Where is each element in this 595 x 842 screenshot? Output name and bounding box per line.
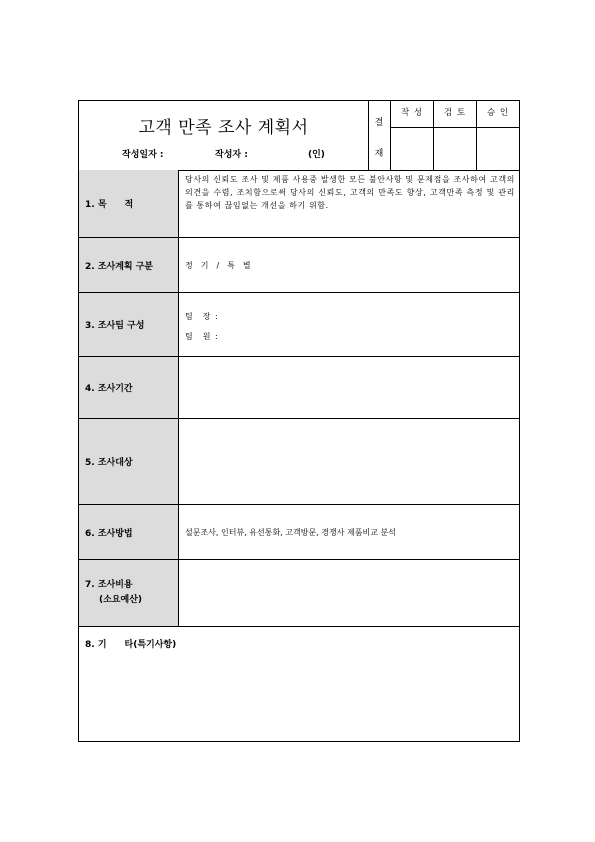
approval-col-review <box>433 101 476 170</box>
approval-head-review: 검 토 <box>434 101 476 128</box>
row-plan-type <box>79 238 519 293</box>
row-other <box>79 627 519 741</box>
cost-label-line2: (소요예산) <box>99 595 143 605</box>
row-period <box>79 357 519 419</box>
title-area <box>79 101 368 170</box>
plan-type-value: 정 기 / 특 별 <box>185 260 251 270</box>
approval-head-written: 작 성 <box>391 101 433 128</box>
other-label: 8. 기 타(특기사항) <box>85 640 177 650</box>
row-cost <box>79 560 519 627</box>
team-label: 3. 조사팀 구성 <box>79 293 179 356</box>
plan-type-label: 2. 조사계획 구분 <box>79 238 179 292</box>
period-label: 4. 조사기간 <box>79 357 179 418</box>
approval-side-label <box>368 101 390 170</box>
cost-value <box>185 560 513 626</box>
period-value <box>185 357 513 418</box>
method-value: 설문조사, 인터뷰, 유선통화, 고객방문, 경쟁사 제품비교 분석 <box>185 527 396 537</box>
target-value <box>185 419 513 504</box>
seal-label: (인) <box>308 150 325 160</box>
page-title: 고객 만족 조사 계획서 <box>138 118 309 138</box>
team-member-label: 팀 원 : <box>185 332 219 341</box>
gyeol-label: 결 <box>374 118 384 128</box>
purpose-label: 1. 목 적 <box>79 170 179 237</box>
row-target <box>79 419 519 505</box>
row-purpose <box>79 170 519 238</box>
survey-plan-form <box>78 100 520 742</box>
method-label: 6. 조사방법 <box>79 505 179 559</box>
purpose-text: 당사의 신뢰도 조사 및 제품 사용중 발생한 모든 불안사항 및 문제점을 조사하여 고객의 의견을 수렴, 조치함으로써 당사의 신뢰도, 고객의 만족도 향상, 고객만족 측정 및 관리를 통하여 끊임없는 개선을 하기 위함. <box>185 175 515 211</box>
cost-label <box>79 560 179 626</box>
jae-label: 재 <box>374 149 384 159</box>
row-method <box>79 505 519 560</box>
cost-label-line1: 7. 조사비용 <box>85 580 133 590</box>
row-team <box>79 293 519 357</box>
written-date-label: 작성일자 : <box>122 150 164 160</box>
target-label: 5. 조사대상 <box>79 419 179 504</box>
form-header <box>79 101 519 171</box>
author-label: 작성자 : <box>215 150 248 160</box>
team-leader-label: 팀 장 : <box>185 312 219 321</box>
approval-head-approve: 승 인 <box>477 101 519 128</box>
approval-col-approve <box>476 101 519 170</box>
approval-box <box>390 101 519 170</box>
approval-col-written <box>390 101 433 170</box>
